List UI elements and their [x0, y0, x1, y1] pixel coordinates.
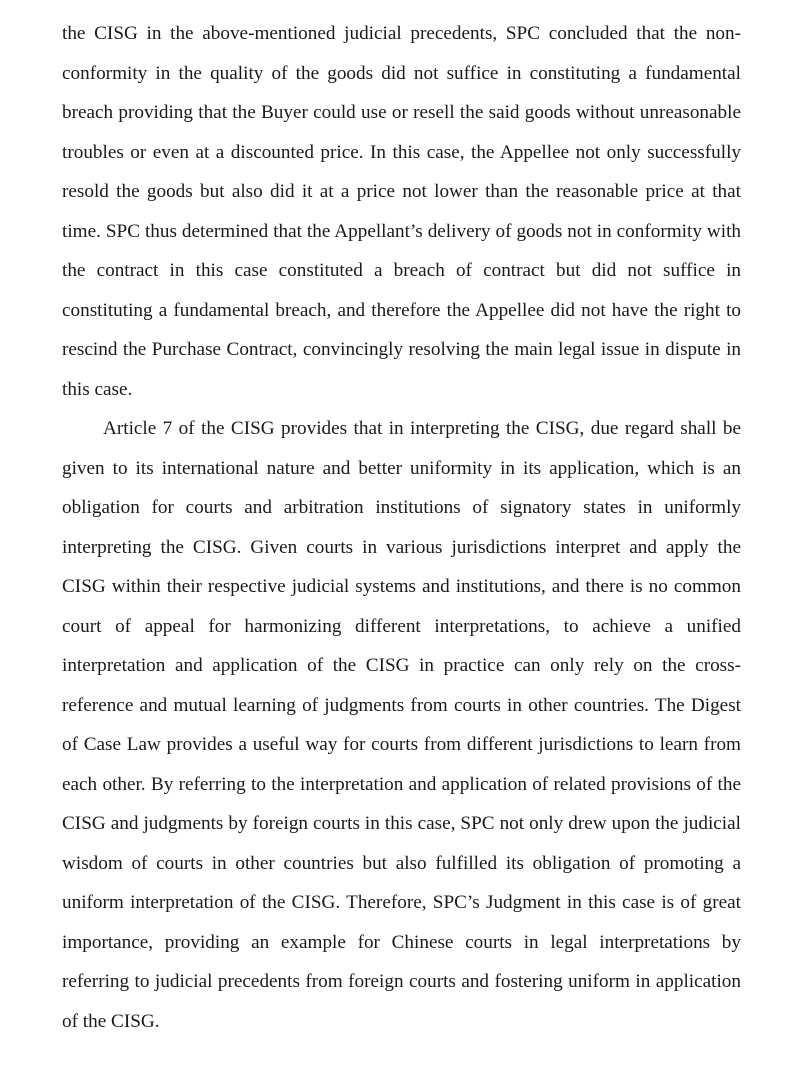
paragraph-spc-conclusion: the CISG in the above-mentioned judicial precedents, SPC concluded that the non-conformity in the quality of the goods did not suffice in constituting a fundamental breach providing that the Buyer could use or resell the said goods without unreasonable troubles or even at a discounted price. In this case, the Appellee not only successfully resold the goods but also did it at a price not lower than the reasonable price at that time. SPC thus determined that the Appellant’s delivery of goods not in conformity with the contract in this case constituted a breach of contract but did not suffice in constituting a fundamental breach, and therefore the Appellee did not have the right to rescind the Purchase Contract, convincingly resolving the main legal issue in dispute in this case.: [62, 23, 741, 400]
paragraph-article-7: Article 7 of the CISG provides that in interpreting the CISG, due regard shall be given to its international nature and better uniformity in its application, which is an obligation for courts and arbitration institutions of signatory states in uniformly interpreting the CISG. Given courts in various jurisdictions interpret and apply the CISG within their respective judicial systems and institutions, and there is no common court of appeal for harmonizing different interpretations, to achieve a unified interpretation and application of the CISG in practice can only rely on the cross-reference and mutual learning of judgments from courts in other countries. The Digest of Case Law provides a useful way for courts from different jurisdictions to learn from each other. By referring to the interpretation and application of related provisions of the CISG and judgments by foreign courts in this case, SPC not only drew upon the judicial wisdom of courts in other countries but also fulfilled its obligation of promoting a uniform interpretation of the CISG. Therefore, SPC’s Judgment in this case is of great importance, providing an example for Chinese courts in legal interpretations by referring to judicial precedents from foreign courts and fostering uniform in application of the CISG.: [62, 418, 741, 1032]
